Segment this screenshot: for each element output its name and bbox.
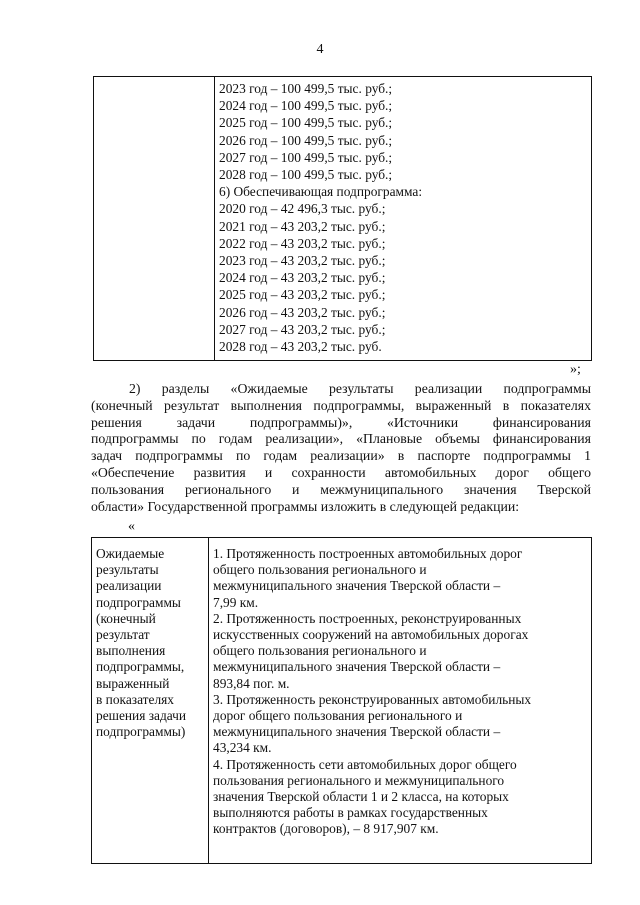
funding-line: 2022 год – 43 203,2 тыс. руб.; <box>219 235 386 251</box>
result-line: выполняются работы в рамках государственных <box>213 805 488 821</box>
amendment-paragraph <box>91 381 591 515</box>
label-line: подпрограммы) <box>96 724 186 740</box>
result-line: межмуниципального значения Тверской области – <box>213 578 501 594</box>
label-line: выраженный <box>96 675 170 691</box>
label-line: в показателях <box>96 691 174 707</box>
funding-line: 2027 год – 100 499,5 тыс. руб.; <box>219 149 393 165</box>
result-line: дорог общего пользования регионального и <box>213 708 463 724</box>
opening-quote-mark: « <box>128 519 135 534</box>
funding-line: 2020 год – 42 496,3 тыс. руб.; <box>219 201 386 217</box>
funding-table-left-cell <box>94 77 215 360</box>
funding-table <box>93 76 592 361</box>
label-line: реализации <box>96 578 162 594</box>
results-table-value-cell <box>209 538 591 863</box>
funding-line: 2021 год – 43 203,2 тыс. руб.; <box>219 218 386 234</box>
funding-subheading: 6) Обеспечивающая подпрограмма: <box>219 184 423 200</box>
results-table-label-cell <box>92 538 209 863</box>
label-line: решения задачи <box>96 708 187 724</box>
funding-line: 2026 год – 43 203,2 тыс. руб.; <box>219 304 386 320</box>
funding-line: 2024 год – 100 499,5 тыс. руб.; <box>219 98 393 114</box>
paragraph-line: решения задачи подпрограммы)», «Источники финансирования <box>91 414 591 430</box>
result-line: общего пользования регионального и <box>213 643 427 659</box>
label-line: (конечный <box>96 610 156 626</box>
label-line: Ожидаемые <box>96 546 165 561</box>
funding-line: 2023 год – 100 499,5 тыс. руб.; <box>219 81 393 96</box>
funding-line: 2025 год – 100 499,5 тыс. руб.; <box>219 115 393 131</box>
paragraph-line: (конечный результат выполнения подпрограммы, выраженный в показателях <box>91 397 591 413</box>
funding-line: 2025 год – 43 203,2 тыс. руб.; <box>219 287 386 303</box>
result-line: межмуниципального значения Тверской области – <box>213 724 501 740</box>
funding-line: 2027 год – 43 203,2 тыс. руб.; <box>219 321 386 337</box>
closing-quote-mark: »; <box>570 362 581 377</box>
label-line: выполнения <box>96 643 166 659</box>
result-line: межмуниципального значения Тверской области – <box>213 659 501 675</box>
funding-line: 2028 год – 100 499,5 тыс. руб.; <box>219 167 393 183</box>
label-line: подпрограммы, <box>96 659 185 675</box>
paragraph-line: «Обеспечение развития и сохранности автомобильных дорог общего <box>91 464 591 480</box>
result-line: 3. Протяженность реконструированных автомобильных <box>213 691 532 707</box>
funding-line: 2024 год – 43 203,2 тыс. руб.; <box>219 270 386 286</box>
label-line: подпрограммы <box>96 594 181 610</box>
funding-line: 2026 год – 100 499,5 тыс. руб.; <box>219 132 393 148</box>
label-line: результаты <box>96 562 159 578</box>
result-line: искусственных сооружений на автомобильных дорогах <box>213 627 529 643</box>
funding-line: 2023 год – 43 203,2 тыс. руб.; <box>219 253 386 269</box>
result-line: 7,99 км. <box>213 594 259 610</box>
result-line: 4. Протяженность сети автомобильных дорог общего <box>213 756 517 772</box>
result-line: 2. Протяженность построенных, реконструированных <box>213 610 522 626</box>
funding-table-right-cell <box>215 77 591 360</box>
paragraph-line: пользования регионального и межмуниципального значения Тверской <box>91 481 591 497</box>
results-table <box>91 537 592 864</box>
result-line: общего пользования регионального и <box>213 562 427 578</box>
paragraph-line: задач подпрограммы по годам реализации» в паспорте подпрограммы 1 <box>91 448 591 464</box>
label-line: результат <box>96 627 150 643</box>
paragraph-line: 2) разделы «Ожидаемые результаты реализации подпрограммы <box>129 381 591 396</box>
result-line: контрактов (договоров), – 8 917,907 км. <box>213 821 439 837</box>
result-line: пользования регионального и межмуниципального <box>213 772 505 788</box>
result-line: 893,84 пог. м. <box>213 675 290 691</box>
page-number: 4 <box>316 42 324 57</box>
paragraph-line: области» Государственной программы изложить в следующей редакции: <box>91 498 520 514</box>
paragraph-line: подпрограммы по годам реализации», «Плановые объемы финансирования <box>91 431 591 447</box>
result-line: значения Тверской области 1 и 2 класса, на которых <box>213 789 509 805</box>
result-line: 43,234 км. <box>213 740 272 756</box>
funding-line: 2028 год – 43 203,2 тыс. руб. <box>219 339 382 355</box>
result-line: 1. Протяженность построенных автомобильных дорог <box>213 546 523 561</box>
